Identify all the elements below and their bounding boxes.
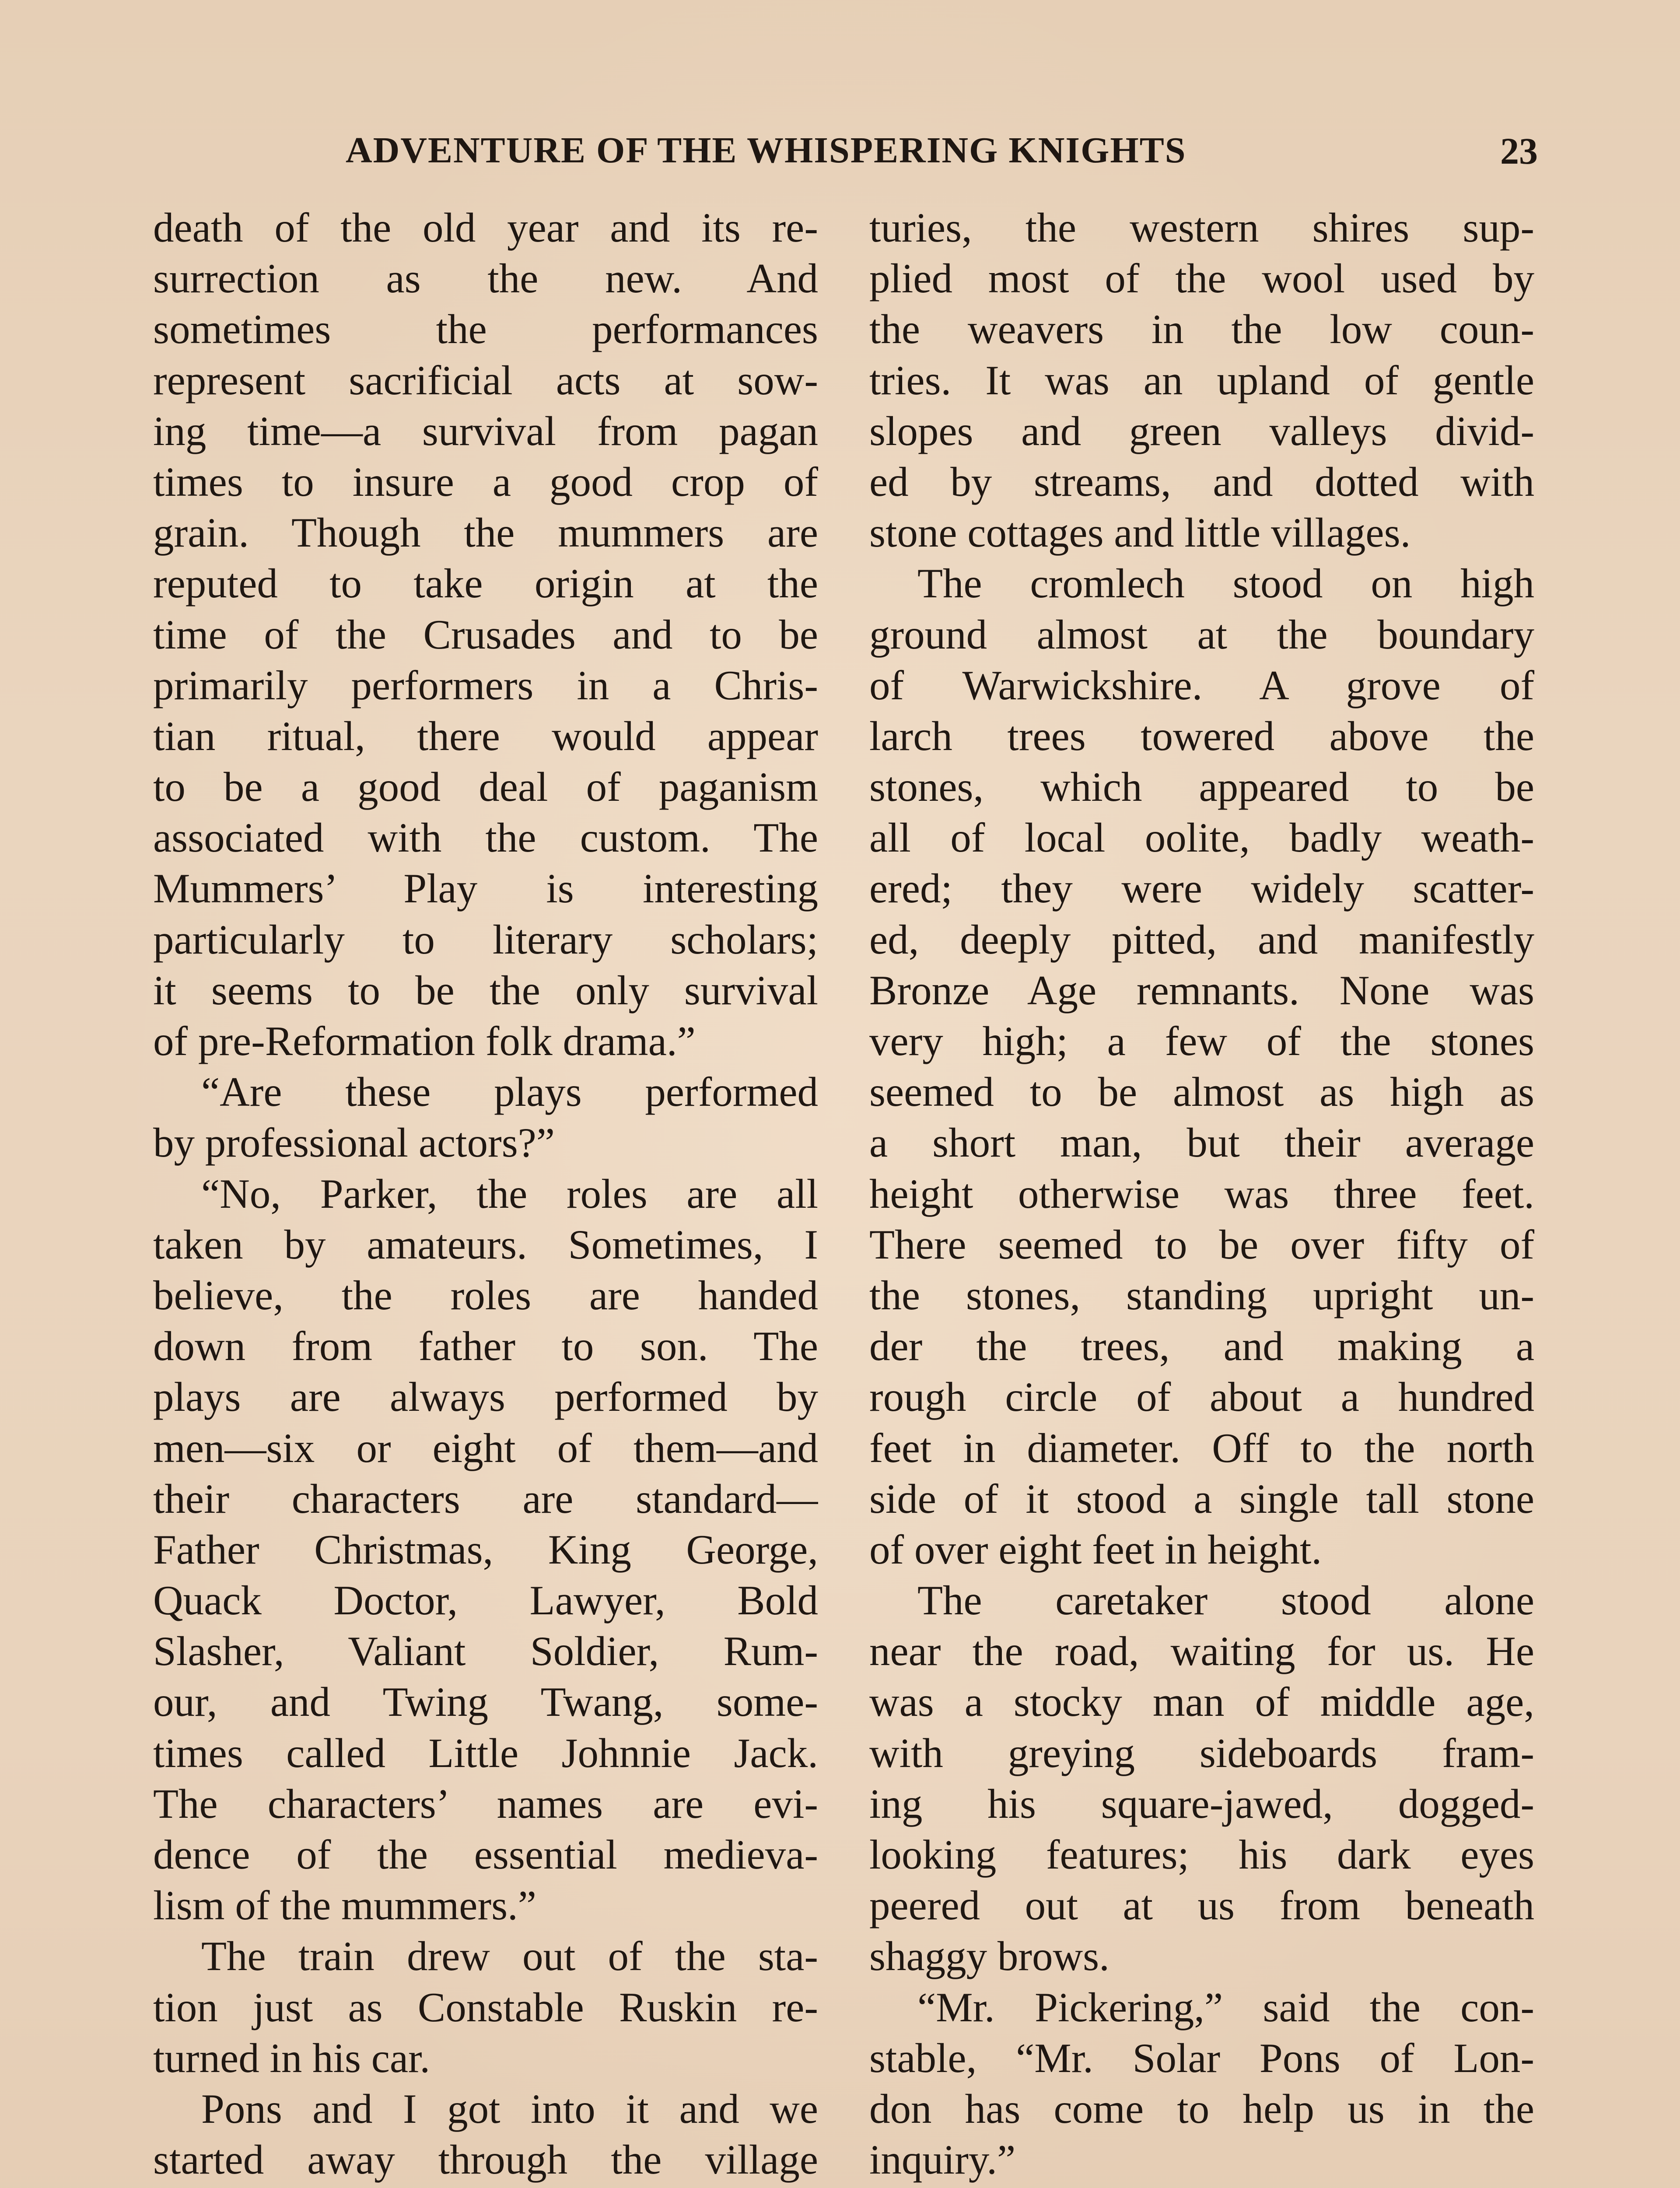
text-line: shaggy brows. — [869, 1933, 1110, 1980]
text-line: down from father to son. The — [153, 1323, 818, 1370]
text-line: it seems to be the only survival — [153, 967, 818, 1013]
text-line: lism of the mummers.” — [153, 1882, 536, 1929]
text-line: represent sacrificial acts at sow- — [153, 357, 818, 403]
text-line: tian ritual, there would appear — [153, 712, 818, 759]
text-line: men—six or eight of them—and — [153, 1424, 818, 1471]
text-line: of over eight feet in height. — [869, 1526, 1322, 1573]
text-line: ed, deeply pitted, and manifestly — [869, 916, 1534, 963]
text-line: rough circle of about a hundred — [869, 1374, 1534, 1420]
text-line: of pre-Reformation folk drama.” — [153, 1018, 696, 1064]
text-line: very high; a few of the stones — [869, 1018, 1534, 1064]
text-line: ing time—a survival from pagan — [153, 407, 818, 454]
text-line: near the road, waiting for us. He — [869, 1628, 1534, 1675]
text-line: surrection as the new. And — [153, 255, 818, 302]
text-line: Mummers’ Play is interesting — [153, 865, 818, 912]
text-line: was a stocky man of middle age, — [869, 1679, 1534, 1725]
text-line: Father Christmas, King George, — [153, 1526, 818, 1573]
text-line: ed by streams, and dotted with — [869, 458, 1534, 505]
text-line: height otherwise was three feet. — [869, 1170, 1534, 1217]
text-line: time of the Crusades and to be — [153, 611, 818, 658]
text-line: times to insure a good crop of — [153, 458, 818, 505]
text-line: tries. It was an upland of gentle — [869, 357, 1534, 403]
text-line: The train drew out of the sta- — [201, 1933, 818, 1980]
text-line: our, and Twing Twang, some- — [153, 1679, 818, 1725]
text-line: larch trees towered above the — [869, 712, 1534, 759]
text-line: turies, the western shires sup- — [869, 204, 1534, 251]
text-line — [869, 2185, 1534, 2188]
text-line: to be a good deal of paganism — [153, 764, 818, 810]
text-line: stone cottages and little villages. — [869, 509, 1411, 556]
text-line: their characters are standard— — [153, 1475, 818, 1522]
text-line: slopes and green valleys divid- — [869, 407, 1534, 454]
text-line: the stones, standing upright un- — [869, 1272, 1534, 1318]
running-head: ADVENTURE OF THE WHISPERING KNIGHTS — [346, 130, 1186, 171]
text-line: Slasher, Valiant Soldier, Rum- — [153, 1628, 818, 1675]
text-line: of Warwickshire. A grove of — [869, 662, 1534, 708]
text-line: sometimes the performances — [153, 306, 818, 353]
text-line: inquiry.” — [869, 2136, 1016, 2183]
text-line: tion just as Constable Ruskin re- — [153, 1984, 818, 2030]
text-line: believe, the roles are handed — [153, 1272, 818, 1318]
text-line: stable, “Mr. Solar Pons of Lon- — [869, 2034, 1534, 2081]
text-line: stones, which appeared to be — [869, 764, 1534, 810]
page-number: 23 — [1500, 130, 1538, 172]
text-line: taken by amateurs. Sometimes, I — [153, 1221, 818, 1268]
text-line: a short man, but their average — [869, 1119, 1534, 1166]
text-line: grain. Though the mummers are — [153, 509, 818, 556]
text-line: all of local oolite, badly weath- — [869, 814, 1534, 861]
text-line: reputed to take origin at the — [153, 560, 818, 607]
text-line: associated with the custom. The — [153, 814, 818, 861]
text-line: ing his square-jawed, dogged- — [869, 1780, 1534, 1827]
text-line: ered; they were widely scatter- — [869, 865, 1534, 912]
text-line: “Mr. Pickering,” said the con- — [917, 1984, 1534, 2030]
text-line: peered out at us from beneath — [869, 1882, 1534, 1929]
text-line: “Are these plays performed — [201, 1069, 818, 1115]
right-column — [869, 202, 1534, 2188]
text-line: Bronze Age remnants. None was — [869, 967, 1534, 1013]
text-line: The caretaker stood alone — [917, 1577, 1534, 1624]
text-line: turned in his car. — [153, 2034, 430, 2081]
text-line: looking features; his dark eyes — [869, 1831, 1534, 1878]
text-line: death of the old year and its re- — [153, 204, 818, 251]
text-line: ground almost at the boundary — [869, 611, 1534, 658]
text-line: plied most of the wool used by — [869, 255, 1534, 302]
text-line: There seemed to be over fifty of — [869, 1221, 1534, 1268]
text-line: der the trees, and making a — [869, 1323, 1534, 1370]
text-line: Quack Doctor, Lawyer, Bold — [153, 1577, 818, 1624]
text-line: side of it stood a single tall stone — [869, 1475, 1534, 1522]
text-line: the weavers in the low coun- — [869, 306, 1534, 353]
left-column — [153, 202, 818, 2188]
text-line: started away through the village — [153, 2136, 818, 2183]
text-line: by professional actors?” — [153, 1119, 555, 1166]
text-line — [153, 2185, 818, 2188]
text-line: particularly to literary scholars; — [153, 916, 818, 963]
text-line: The cromlech stood on high — [917, 560, 1534, 607]
text-line: dence of the essential medieva- — [153, 1831, 818, 1878]
text-line: seemed to be almost as high as — [869, 1069, 1534, 1115]
text-line: primarily performers in a Chris- — [153, 662, 818, 708]
text-line: “No, Parker, the roles are all — [201, 1170, 818, 1217]
text-line: plays are always performed by — [153, 1374, 818, 1420]
text-line: The characters’ names are evi- — [153, 1780, 818, 1827]
text-line: don has come to help us in the — [869, 2085, 1534, 2132]
text-line: feet in diameter. Off to the north — [869, 1424, 1534, 1471]
text-line: with greying sideboards fram- — [869, 1729, 1534, 1776]
text-line: times called Little Johnnie Jack. — [153, 1729, 818, 1776]
text-line: Pons and I got into it and we — [201, 2085, 818, 2132]
